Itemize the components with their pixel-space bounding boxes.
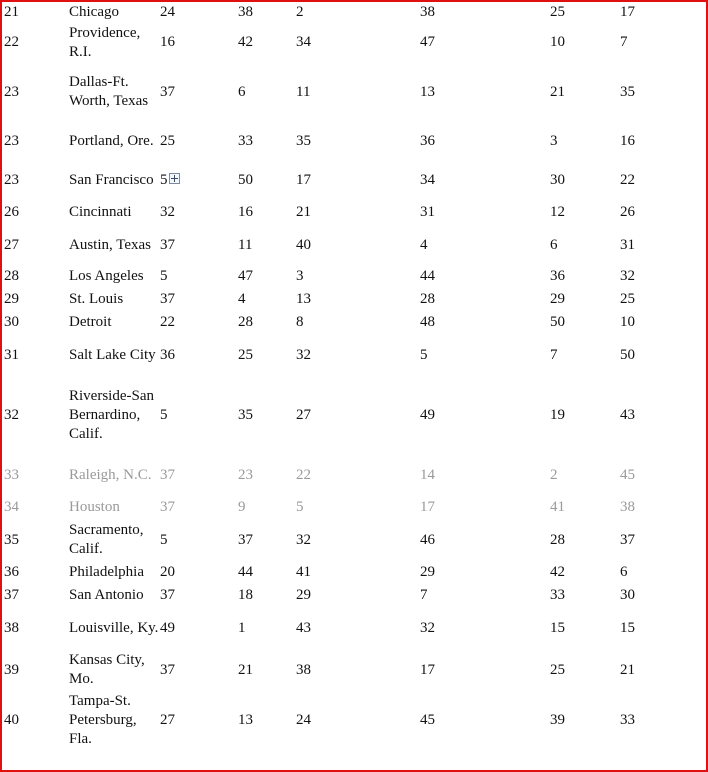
value-cell: 6 (550, 236, 558, 253)
value-cell: 47 (238, 268, 253, 284)
table-row (4, 161, 704, 200)
value-cell: 14 (420, 466, 435, 483)
value-cell: 32 (620, 268, 635, 284)
value-cell: 7 (550, 347, 558, 363)
value-cell: 4 (238, 291, 246, 307)
value-cell: 20 (160, 564, 175, 580)
table-row (4, 225, 704, 265)
value-cell: 28 (550, 531, 565, 548)
value-cell: 21 (238, 661, 253, 678)
rank-cell: 40 (4, 711, 19, 728)
value-cell: 25 (238, 347, 253, 363)
city-cell: Louisville, Ky. (69, 620, 159, 636)
value-cell: 3 (296, 268, 304, 284)
value-cell: 29 (420, 564, 435, 580)
city-cell: Kansas City, Mo. (69, 652, 145, 687)
value-cell: 28 (420, 291, 435, 307)
value-cell: 2 (550, 466, 558, 483)
value-cell: 8 (296, 314, 304, 330)
rank-cell: 23 (4, 83, 19, 100)
value-cell: 25 (550, 4, 565, 20)
city-cell: Austin, Texas (69, 236, 152, 253)
table-row (4, 334, 704, 377)
value-cell: 22 (620, 172, 635, 188)
table-row (4, 311, 704, 334)
value-cell: 15 (550, 620, 565, 636)
value-cell: 6 (620, 564, 628, 580)
value-cell: 5 (160, 268, 168, 284)
value-cell: 4 (420, 236, 428, 253)
value-cell: 44 (238, 564, 253, 580)
value-cell: 22 (296, 466, 311, 483)
value-cell: 46 (420, 531, 435, 548)
value-cell: 41 (296, 564, 311, 580)
value-cell: 28 (238, 314, 253, 330)
city-cell: Sacramento, Calif. (69, 522, 144, 557)
value-cell: 39 (550, 711, 565, 728)
value-cell: 40 (296, 236, 311, 253)
value-cell: 47 (420, 34, 435, 50)
city-cell: Philadelphia (69, 564, 144, 580)
value-cell: 5 (420, 347, 428, 363)
value-cell: 38 (420, 4, 435, 20)
rank-cell: 26 (4, 204, 19, 220)
value-cell: 50 (238, 172, 253, 188)
value-cell: 30 (620, 587, 635, 603)
value-cell: 17 (296, 172, 311, 188)
value-cell: 22 (160, 314, 175, 330)
value-cell: 11 (296, 83, 311, 100)
value-cell: 13 (296, 291, 311, 307)
value-cell: 36 (420, 133, 435, 149)
value-cell: 7 (620, 34, 628, 50)
value-cell: 10 (620, 314, 635, 330)
value-cell: 31 (420, 204, 435, 220)
table-row (4, 454, 704, 496)
city-cell: Cincinnati (69, 204, 132, 220)
city-cell: Houston (69, 499, 120, 515)
value-cell: 31 (620, 236, 635, 253)
value-cell: 17 (420, 661, 435, 678)
city-cell: Tampa-St. Petersburg, Fla. (69, 692, 137, 747)
value-cell: 12 (550, 204, 565, 220)
value-cell: 32 (420, 620, 435, 636)
value-cell: 5 (296, 499, 304, 515)
value-cell: 29 (550, 291, 565, 307)
value-cell: 16 (160, 34, 175, 50)
value-cell: 50 (620, 347, 635, 363)
value-cell: 34 (296, 34, 311, 50)
rank-cell: 29 (4, 291, 19, 307)
value-cell: 26 (620, 204, 635, 220)
value-cell: 37 (160, 291, 175, 307)
value-cell: 16 (238, 204, 253, 220)
value-cell: 15 (620, 620, 635, 636)
table-row (4, 561, 704, 584)
value-cell: 49 (420, 407, 435, 423)
rank-cell: 31 (4, 347, 19, 363)
city-cell: Raleigh, N.C. (69, 466, 152, 483)
city-cell: St. Louis (69, 291, 124, 307)
table-row (4, 265, 704, 288)
value-cell: 33 (550, 587, 565, 603)
value-cell: 38 (620, 499, 635, 515)
value-cell: 17 (620, 4, 635, 20)
value-cell: 37 (160, 83, 175, 100)
value-cell: 17 (420, 499, 435, 515)
rank-cell: 23 (4, 172, 19, 188)
table-row (4, 62, 704, 122)
table-row (4, 377, 704, 454)
value-cell: 32 (160, 204, 175, 220)
value-cell: 45 (620, 466, 635, 483)
value-cell: 19 (550, 407, 565, 423)
rank-cell: 30 (4, 314, 19, 330)
value-cell: 27 (160, 711, 175, 728)
value-cell: 16 (620, 133, 635, 149)
value-cell: 1 (238, 620, 246, 636)
value-cell: 44 (420, 268, 435, 284)
value-cell: 37 (160, 587, 175, 603)
value-cell: 33 (620, 711, 635, 728)
table-row (4, 650, 704, 690)
value-cell: 2 (296, 4, 304, 20)
value-cell: 29 (296, 587, 311, 603)
city-cell: Salt Lake City (69, 347, 156, 363)
value-cell: 30 (550, 172, 565, 188)
value-cell: 5 (160, 531, 168, 548)
value-cell: 41 (550, 499, 565, 515)
value-cell: 35 (296, 133, 311, 149)
table-row (4, 496, 704, 519)
city-cell: Los Angeles (69, 268, 144, 284)
value-cell: 42 (238, 34, 253, 50)
city-cell: Chicago (69, 4, 119, 20)
value-cell: 21 (550, 83, 565, 100)
value-cell: 24 (296, 711, 311, 728)
rank-cell: 39 (4, 661, 19, 678)
value-cell: 38 (296, 661, 311, 678)
rank-cell: 28 (4, 268, 19, 284)
table-row (4, 2, 704, 23)
value-cell: 43 (296, 620, 311, 636)
value-cell: 5 (160, 407, 168, 423)
value-cell: 7 (420, 587, 428, 603)
value-cell: 25 (160, 133, 175, 149)
value-cell: 48 (420, 314, 435, 330)
value-cell: 38 (238, 4, 253, 20)
value-cell: 13 (238, 711, 253, 728)
table-row (4, 519, 704, 561)
value-cell: 13 (420, 83, 435, 100)
value-cell: 23 (238, 466, 253, 483)
value-cell: 33 (238, 133, 253, 149)
value-cell: 36 (160, 347, 175, 363)
value-cell: 37 (238, 531, 253, 548)
city-cell: Portland, Ore. (69, 133, 154, 149)
value-cell: 37 (620, 531, 635, 548)
table-row (4, 690, 704, 750)
value-cell: 6 (238, 83, 246, 100)
value-cell: 9 (238, 499, 246, 515)
table-move-handle-icon[interactable] (169, 173, 180, 184)
rank-cell: 36 (4, 564, 19, 580)
table-row (4, 288, 704, 311)
value-cell: 43 (620, 407, 635, 423)
value-cell: 32 (296, 531, 311, 548)
table-row (4, 584, 704, 607)
value-cell: 21 (620, 661, 635, 678)
value-cell: 24 (160, 4, 175, 20)
value-cell: 37 (160, 236, 175, 253)
city-cell: San Francisco (69, 172, 154, 188)
city-cell: Providence, R.I. (69, 24, 141, 60)
rank-cell: 27 (4, 236, 19, 253)
rank-cell: 32 (4, 407, 19, 423)
rank-cell: 22 (4, 34, 19, 50)
value-cell: 32 (296, 347, 311, 363)
table-row (4, 607, 704, 650)
city-cell: Detroit (69, 314, 112, 330)
city-cell: San Antonio (69, 587, 144, 603)
value-cell: 3 (550, 133, 558, 149)
value-cell: 37 (160, 499, 175, 515)
city-rankings-table (4, 2, 704, 750)
value-cell: 27 (296, 407, 311, 423)
rank-cell: 34 (4, 499, 19, 515)
value-cell: 37 (160, 466, 175, 483)
rank-cell: 35 (4, 531, 19, 548)
value-text: 5 (160, 172, 168, 188)
rank-cell: 37 (4, 587, 19, 603)
rank-cell: 38 (4, 620, 19, 636)
value-cell: 45 (420, 711, 435, 728)
value-cell: 11 (238, 236, 253, 253)
value-cell: 21 (296, 204, 311, 220)
rank-cell: 21 (4, 4, 19, 20)
value-cell (160, 161, 238, 200)
value-cell: 42 (550, 564, 565, 580)
city-cell: Dallas-Ft. Worth, Texas (69, 74, 149, 109)
table-row (4, 23, 704, 62)
value-cell: 25 (620, 291, 635, 307)
table-row (4, 200, 704, 225)
value-cell: 25 (550, 661, 565, 678)
value-cell: 36 (550, 268, 565, 284)
value-cell: 49 (160, 620, 175, 636)
value-cell: 10 (550, 34, 565, 50)
value-cell: 35 (238, 407, 253, 423)
city-cell: Riverside-San Bernardino, Calif. (69, 388, 154, 442)
value-cell: 50 (550, 314, 565, 330)
value-cell: 34 (420, 172, 435, 188)
value-cell: 18 (238, 587, 253, 603)
value-cell: 37 (160, 661, 175, 678)
table-row (4, 122, 704, 161)
rank-cell: 23 (4, 133, 19, 149)
value-cell: 35 (620, 83, 635, 100)
rank-cell: 33 (4, 466, 19, 483)
